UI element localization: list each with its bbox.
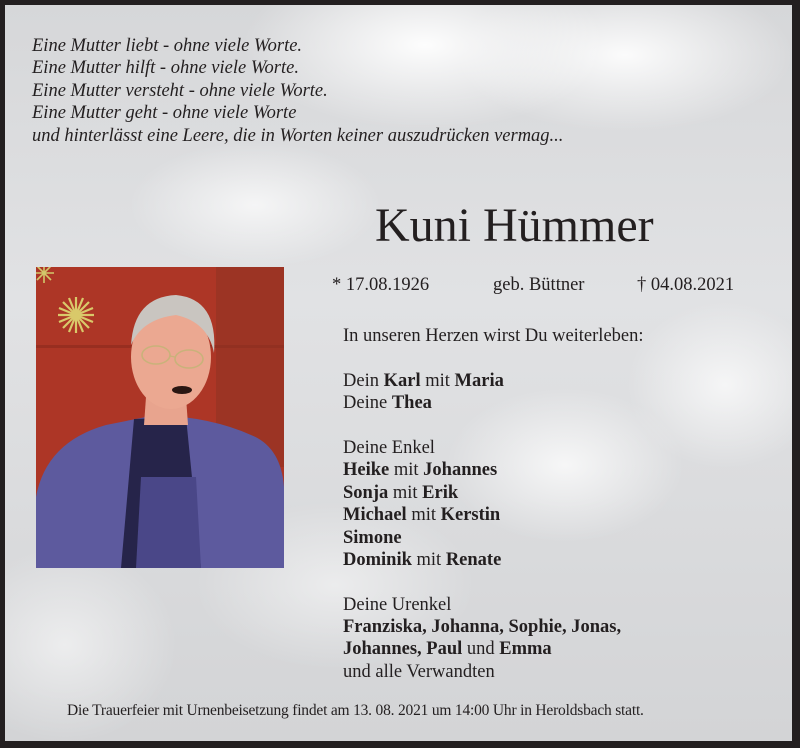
child-name: Thea bbox=[391, 393, 432, 414]
birth-date: * 17.08.1926 bbox=[332, 275, 430, 295]
grandchild-entry: Dominik mit Renate bbox=[343, 549, 502, 570]
poem-line: Eine Mutter geht - ohne viele Worte bbox=[32, 103, 297, 124]
mourners-list bbox=[343, 325, 644, 683]
poem-line: und hinterlässt eine Leere, die in Worten keiner auszudrücken vermag... bbox=[32, 125, 564, 146]
grandchild-entry: Heike mit Johannes bbox=[343, 460, 498, 481]
child-entry: Dein Karl mit Maria bbox=[343, 370, 504, 391]
obituary-card bbox=[5, 5, 792, 741]
great-grandchildren-line: Franziska, Johanna, Sophie, Jonas, bbox=[343, 617, 622, 638]
intro-line: In unseren Herzen wirst Du weiterleben: bbox=[343, 326, 644, 346]
maiden-name: geb. Büttner bbox=[493, 275, 585, 295]
grandchild-entry: Simone bbox=[343, 527, 402, 548]
deceased-name: Kuni Hümmer bbox=[375, 199, 654, 252]
grandchildren-label: Deine Enkel bbox=[343, 437, 435, 458]
poem-line: Eine Mutter versteht - ohne viele Worte. bbox=[32, 80, 328, 101]
poem bbox=[32, 35, 563, 147]
great-grandchildren-line: Johannes, Paul und Emma bbox=[343, 639, 552, 660]
funeral-notice: Die Trauerfeier mit Urnenbeisetzung findet am 13. 08. 2021 um 14:00 Uhr in Heroldsbach statt. bbox=[67, 702, 644, 719]
child-entry: Deine Thea bbox=[343, 393, 432, 414]
partner-name: Maria bbox=[454, 370, 504, 391]
great-grandchildren-label: Deine Urenkel bbox=[343, 594, 452, 615]
grandchild-entry: Michael mit Kerstin bbox=[343, 505, 501, 526]
child-name: Karl bbox=[383, 370, 421, 391]
portrait-photo-icon bbox=[36, 267, 284, 568]
portrait-photo bbox=[36, 267, 284, 568]
death-date: † 04.08.2021 bbox=[637, 275, 735, 295]
relatives-line: und alle Verwandten bbox=[343, 661, 495, 682]
grandchild-entry: Sonja mit Erik bbox=[343, 482, 459, 503]
poem-line: Eine Mutter liebt - ohne viele Worte. bbox=[32, 36, 303, 56]
poem-line: Eine Mutter hilft - ohne viele Worte. bbox=[32, 58, 299, 79]
